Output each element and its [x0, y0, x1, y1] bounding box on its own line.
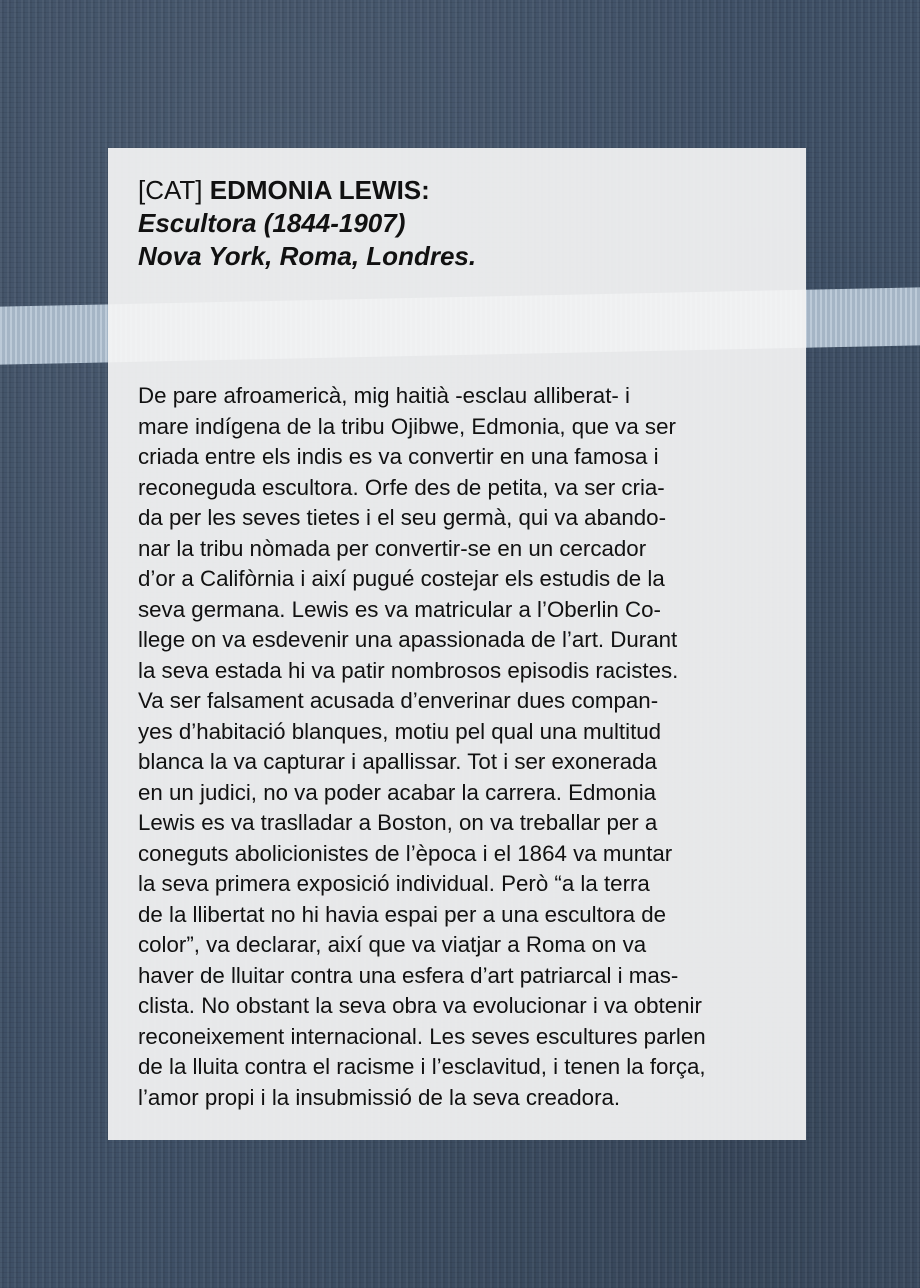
biography-text: [138, 381, 776, 1113]
biography-line: de la lluita contra el racisme i l’esclavitud, i tenen la força,: [138, 1054, 706, 1079]
language-tag: [CAT]: [138, 175, 203, 205]
biography-line: clista. No obstant la seva obra va evolucionar i va obtenir: [138, 993, 702, 1018]
card-header: [138, 174, 776, 273]
biography-line: blanca la va capturar i apallissar. Tot i ser exonerada: [138, 749, 657, 774]
text-card: [108, 148, 806, 1140]
biography-line: criada entre els indis es va convertir en una famosa i: [138, 444, 659, 469]
biography-line: haver de lluitar contra una esfera d’art patriarcal i mas-: [138, 962, 679, 988]
biography-line: llege on va esdevenir una apassionada de l’art. Durant: [138, 627, 678, 652]
biography-line: seva germana. Lewis es va matricular a l’Oberlin Co-: [138, 596, 661, 622]
biography-line: mare indígena de la tribu Ojibwe, Edmonia, que va ser: [138, 413, 676, 439]
biography-line: Va ser falsament acusada d’enverinar dues compan-: [138, 688, 659, 713]
biography-line: de la llibertat no hi havia espai per a una escultora de: [138, 901, 667, 927]
biography-line: yes d’habitació blanques, motiu pel qual una multitud: [138, 718, 662, 744]
biography-line: la seva primera exposició individual. Però “a la terra: [138, 871, 650, 896]
biography-line: la seva estada hi va patir nombrosos episodis racistes.: [138, 657, 679, 683]
biography-line: en un judici, no va poder acabar la carrera. Edmonia: [138, 779, 657, 805]
subject-places: Nova York, Roma, Londres.: [138, 241, 477, 271]
biography-line: reconeixement internacional. Les seves escultures parlen: [138, 1023, 706, 1049]
biography-line: nar la tribu nòmada per convertir-se en un cercador: [138, 535, 647, 561]
subject-name: EDMONIA LEWIS:: [209, 175, 430, 205]
biography-line: De pare afroamericà, mig haitià -esclau alliberat- i: [138, 383, 630, 408]
biography-line: coneguts abolicionistes de l’època i el 1864 va muntar: [138, 840, 673, 866]
biography-line: Lewis es va traslladar a Boston, on va treballar per a: [138, 810, 658, 835]
biography-line: d’or a Califòrnia i així pugué costejar els estudis de la: [138, 566, 665, 591]
biography-line: color”, va declarar, així que va viatjar a Roma on va: [138, 932, 647, 957]
biography-line: l’amor propi i la insubmissió de la seva creadora.: [138, 1084, 621, 1110]
subject-profession: Escultora (1844-1907): [138, 208, 406, 238]
biography-line: reconeguda escultora. Orfe des de petita, va ser cria-: [138, 474, 665, 500]
biography-line: da per les seves tietes i el seu germà, qui va abando-: [138, 505, 666, 530]
